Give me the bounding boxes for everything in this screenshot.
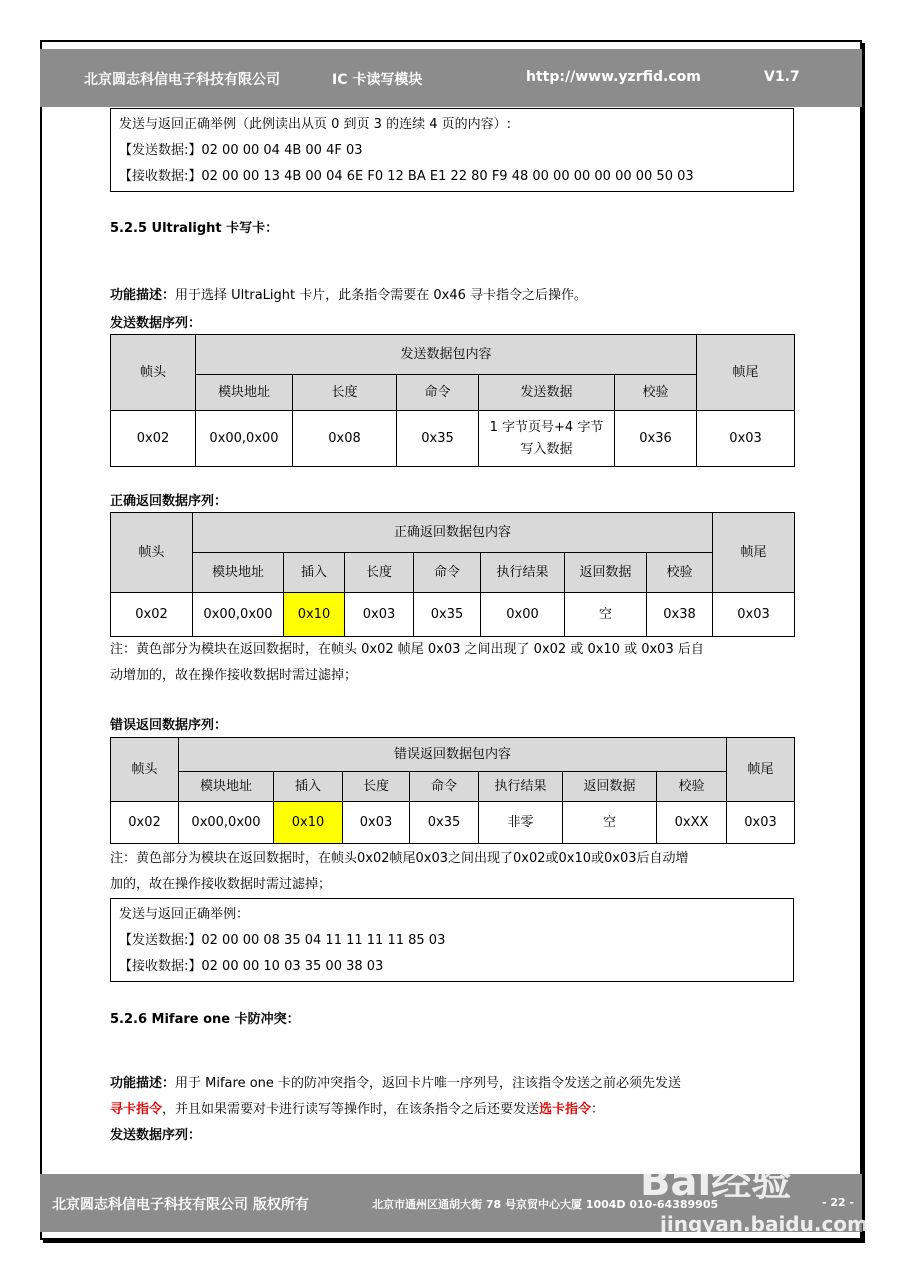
footer-address: 北京市通州区通胡大街 78 号京贸中心大厦 1004D 010-64389905 xyxy=(372,1198,719,1211)
header-company: 北京圆志科信电子科技有限公司 xyxy=(84,72,280,88)
th-col: 校验 xyxy=(647,553,713,593)
example2-send: 【发送数据:】02 00 00 08 35 04 11 11 11 11 85 03 xyxy=(119,933,446,948)
th-col: 长度 xyxy=(293,375,397,411)
th-col: 模块地址 xyxy=(196,375,293,411)
section-526-desc xyxy=(110,1071,681,1149)
desc-line-1 xyxy=(110,1071,681,1097)
td-cell: 0x35 xyxy=(397,411,479,467)
th-group: 发送数据包内容 xyxy=(196,335,697,375)
th-col: 执行结果 xyxy=(479,772,563,802)
example1-title: 发送与返回正确举例（此例读出从页 0 到页 3 的连续 4 页的内容）: xyxy=(119,117,511,132)
send-seq-label: 发送数据序列： xyxy=(110,1128,202,1143)
td-tail: 0x03 xyxy=(727,802,795,844)
desc-label: 功能描述： xyxy=(110,1076,176,1091)
desc-line-2 xyxy=(110,1097,681,1123)
header-version: V1.7 xyxy=(764,69,800,85)
td-cell: 0x03 xyxy=(343,802,410,844)
ok-seq-label: 正确返回数据序列： xyxy=(110,494,228,509)
th-col: 返回数据 xyxy=(563,772,657,802)
td-cell: 0x00 xyxy=(481,593,565,637)
desc-text: 用于 Mifare one 卡的防冲突指令，返回卡片唯一序列号，注该指令发送之前必须先发送 xyxy=(175,1076,682,1091)
th-tail: 帧尾 xyxy=(713,513,795,593)
td-cell: 0x35 xyxy=(410,802,479,844)
td-cell: 0x36 xyxy=(615,411,697,467)
th-col: 长度 xyxy=(345,553,414,593)
desc-text: ： xyxy=(591,1102,605,1117)
th-col: 命令 xyxy=(414,553,481,593)
td-head: 0x02 xyxy=(111,802,179,844)
th-head: 帧头 xyxy=(111,738,179,802)
th-tail: 帧尾 xyxy=(697,335,795,411)
ok-table xyxy=(110,512,795,637)
th-col: 插入 xyxy=(274,772,343,802)
td-cell: 0x00,0x00 xyxy=(179,802,274,844)
select-card-cmd: 选卡指令 xyxy=(539,1102,592,1117)
th-col: 执行结果 xyxy=(481,553,565,593)
th-col: 命令 xyxy=(397,375,479,411)
td-head: 0x02 xyxy=(111,593,193,637)
td-cell: 空 xyxy=(565,593,647,637)
td-cell: 0x03 xyxy=(345,593,414,637)
note-2 xyxy=(110,846,689,898)
page-header xyxy=(40,49,862,107)
th-col: 命令 xyxy=(410,772,479,802)
th-col: 发送数据 xyxy=(479,375,615,411)
td-cell: 0x38 xyxy=(647,593,713,637)
td-tail: 0x03 xyxy=(697,411,795,467)
note-1-line-1: 注：黄色部分为模块在返回数据时，在帧头 0x02 帧尾 0x03 之间出现了 0x02 或 0x10 或 0x03 后自 xyxy=(110,642,704,657)
td-tail: 0x03 xyxy=(713,593,795,637)
example2-recv: 【接收数据:】02 00 00 10 03 35 00 38 03 xyxy=(119,959,384,974)
td-cell: 0xXX xyxy=(657,802,727,844)
td-cell: 0x35 xyxy=(414,593,481,637)
td-cell: 空 xyxy=(563,802,657,844)
th-head: 帧头 xyxy=(111,513,193,593)
find-card-cmd: 寻卡指令 xyxy=(110,1102,163,1117)
example1-recv: 【接收数据:】02 00 00 13 4B 00 04 6E F0 12 BA E1 22 80 F9 48 00 00 00 00 00 00 50 03 xyxy=(119,169,694,184)
footer-page-number: - 22 - xyxy=(822,1196,855,1209)
send-seq-label: 发送数据序列： xyxy=(110,316,202,331)
section-525-desc xyxy=(110,284,587,303)
header-product: IC 卡读写模块 xyxy=(332,72,423,88)
th-col: 模块地址 xyxy=(179,772,274,802)
th-col: 长度 xyxy=(343,772,410,802)
td-cell: 0x00,0x00 xyxy=(193,593,284,637)
th-col: 插入 xyxy=(284,553,345,593)
td-cell: 非零 xyxy=(479,802,563,844)
note-1 xyxy=(110,637,704,689)
example2-title: 发送与返回正确举例： xyxy=(119,907,250,922)
td-head: 0x02 xyxy=(111,411,196,467)
header-url[interactable]: http://www.yzrfid.com xyxy=(526,69,701,85)
th-tail: 帧尾 xyxy=(727,738,795,802)
footer-copyright: 北京圆志科信电子科技有限公司 版权所有 xyxy=(52,1197,309,1213)
th-col: 校验 xyxy=(615,375,697,411)
td-cell: 1 字节页号+4 字节写入数据 xyxy=(479,411,615,467)
th-col: 返回数据 xyxy=(565,553,647,593)
example2-box xyxy=(110,898,794,982)
note-2-line-1: 注：黄色部分为模块在返回数据时，在帧头0x02帧尾0x03之间出现了0x02或0x10或0x03后自动增 xyxy=(110,851,689,866)
err-table xyxy=(110,737,795,844)
desc-label: 功能描述： xyxy=(110,288,176,303)
td-cell: 0x08 xyxy=(293,411,397,467)
section-525-heading: 5.2.5 Ultralight 卡写卡： xyxy=(110,221,279,236)
td-cell: 0x00,0x00 xyxy=(196,411,293,467)
send-table xyxy=(110,334,795,467)
th-group: 正确返回数据包内容 xyxy=(193,513,713,553)
section-526-heading: 5.2.6 Mifare one 卡防冲突： xyxy=(110,1012,300,1027)
note-2-line-2: 加的，故在操作接收数据时需过滤掉； xyxy=(110,877,332,892)
th-head: 帧头 xyxy=(111,335,196,411)
th-group: 错误返回数据包内容 xyxy=(179,738,727,772)
baidu-watermark: Bai经验 xyxy=(640,1159,792,1205)
baidu-watermark-url: jingyan.baidu.com xyxy=(660,1212,868,1236)
th-col: 校验 xyxy=(657,772,727,802)
th-col: 模块地址 xyxy=(193,553,284,593)
desc-text: 用于选择 UltraLight 卡片，此条指令需要在 0x46 寻卡指令之后操作。 xyxy=(175,288,588,303)
desc-text: ，并且如果需要对卡进行读写等操作时，在该条指令之后还要发送 xyxy=(162,1102,540,1117)
err-seq-label: 错误返回数据序列： xyxy=(110,718,228,733)
example1-send: 【发送数据:】02 00 00 04 4B 00 4F 03 xyxy=(119,143,363,158)
example1-box xyxy=(110,108,794,192)
td-insert-highlight: 0x10 xyxy=(284,593,345,637)
note-1-line-2: 动增加的，故在操作接收数据时需过滤掉； xyxy=(110,668,358,683)
td-insert-highlight: 0x10 xyxy=(274,802,343,844)
